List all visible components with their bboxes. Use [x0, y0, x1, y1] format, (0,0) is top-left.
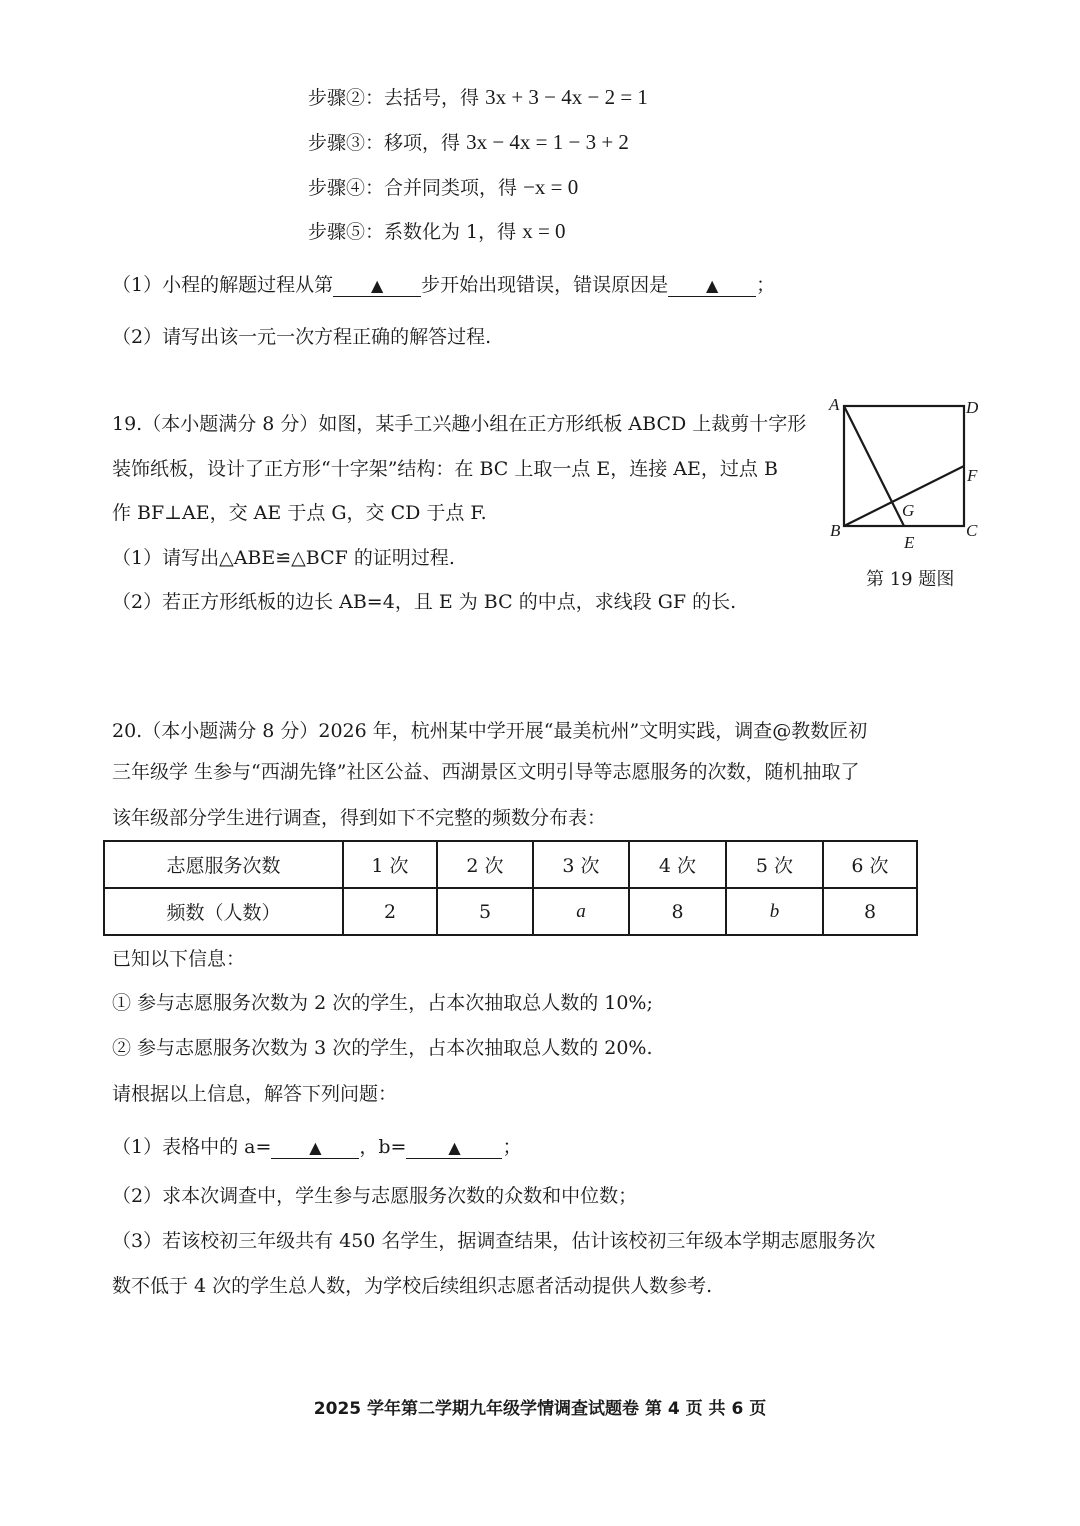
q20-sub1-prefix: （1）表格中的 a=: [112, 1136, 272, 1158]
q20-sub1-mid: ，b=: [359, 1136, 407, 1158]
q20-info1: ① 参与志愿服务次数为 2 次的学生，占本次抽取总人数的 10%;: [112, 992, 653, 1014]
blank-triangle-icon: ▲: [705, 276, 719, 295]
q18-sub1: [112, 272, 775, 298]
q18-reason-blank[interactable]: [668, 272, 756, 297]
a-blank[interactable]: [271, 1134, 359, 1159]
label-c: C: [966, 521, 978, 540]
q19-line1: 19.（本小题满分 8 分）如图，某手工兴趣小组在正方形纸板 ABCD 上裁剪十字形: [112, 413, 807, 435]
table-header-cell: 5 次: [726, 841, 823, 888]
table-cell: 2: [343, 888, 437, 935]
q19-line2: 装饰纸板，设计了正方形“十字架”结构：在 BC 上取一点 E，连接 AE，过点 B: [112, 458, 778, 480]
q20-sub2: （2）求本次调查中，学生参与志愿服务次数的众数和中位数；: [112, 1185, 638, 1207]
q20-sub1-suffix: ；: [502, 1136, 522, 1158]
q20-sub3-line2: 数不低于 4 次的学生总人数，为学校后续组织志愿者活动提供人数参考.: [112, 1275, 713, 1297]
q18-sub1-suffix: ；: [756, 274, 776, 296]
table-cell-variable: b: [726, 888, 823, 935]
q20-sub3-line1: （3）若该校初三年级共有 450 名学生，据调查结果，估计该校初三年级本学期志愿服务次: [112, 1230, 876, 1252]
q19-sub2: （2）若正方形纸板的边长 AB=4，且 E 为 BC 的中点，求线段 GF 的长.: [112, 591, 737, 613]
table-header-label: 志愿服务次数: [104, 841, 343, 888]
q18-sub2: （2）请写出该一元一次方程正确的解答过程.: [112, 326, 492, 348]
q20-ask: 请根据以上信息，解答下列问题：: [112, 1083, 398, 1105]
q18-step5: [308, 218, 566, 245]
label-d: D: [966, 398, 979, 417]
q18-step4-label: 步骤④：合并同类项，得: [308, 177, 518, 199]
q20-sub1: [112, 1134, 522, 1160]
label-g: G: [902, 501, 915, 520]
table-row-label: 频数（人数）: [104, 888, 343, 935]
q20-known: 已知以下信息：: [112, 948, 246, 970]
q18-step5-label: 步骤⑤：系数化为 1，得: [308, 221, 517, 243]
table-header-cell: 1 次: [343, 841, 437, 888]
table-row: [104, 841, 917, 888]
blank-triangle-icon: ▲: [309, 1138, 322, 1157]
table-cell: 8: [629, 888, 726, 935]
label-a: A: [829, 395, 840, 414]
table-cell: 8: [823, 888, 917, 935]
label-f: F: [967, 466, 978, 485]
q19-sub1: （1）请写出△ABE≌△BCF 的证明过程.: [112, 547, 455, 569]
segment-ae: [844, 406, 904, 526]
q18-sub1-prefix: （1）小程的解题过程从第: [112, 274, 334, 296]
b-blank[interactable]: [406, 1134, 502, 1159]
q18-step2-equation: 3x + 3 − 4x − 2 = 1: [485, 85, 648, 109]
q18-step3: [308, 129, 629, 156]
q20-line1: 20.（本小题满分 8 分）2026 年，杭州某中学开展“最美杭州”文明实践，调查@教数匠初: [112, 720, 868, 742]
table-header-cell: 4 次: [629, 841, 726, 888]
q18-step2: [308, 84, 648, 111]
page-footer: 2025 学年第二学期九年级学情调查试题卷 第 4 页 共 6 页: [313, 1399, 767, 1419]
table-cell: 5: [437, 888, 533, 935]
q18-step5-equation: x = 0: [522, 219, 566, 243]
label-b: B: [830, 521, 841, 540]
label-e: E: [904, 533, 915, 552]
q19-line3: 作 BF⊥AE，交 AE 于点 G，交 CD 于点 F.: [112, 502, 487, 524]
blank-triangle-icon: ▲: [448, 1138, 461, 1157]
table-header-cell: 3 次: [533, 841, 629, 888]
q18-step3-equation: 3x − 4x = 1 − 3 + 2: [466, 130, 629, 154]
table-header-cell: 2 次: [437, 841, 533, 888]
table-row: [104, 888, 917, 935]
q20-line3: 该年级部分学生进行调查，得到如下不完整的频数分布表：: [112, 807, 607, 829]
q19-figure: [820, 392, 990, 562]
table-cell-variable: a: [533, 888, 629, 935]
q18-step4: [308, 174, 578, 201]
q19-figure-caption: 第 19 题图: [866, 569, 955, 590]
q20-line2: 三年级学 生参与“西湖先锋”社区公益、西湖景区文明引导等志愿服务的次数，随机抽取了: [112, 761, 860, 783]
table-header-cell: 6 次: [823, 841, 917, 888]
q20-info2: ② 参与志愿服务次数为 3 次的学生，占本次抽取总人数的 20%.: [112, 1037, 653, 1059]
blank-triangle-icon: ▲: [370, 276, 384, 295]
q18-sub1-mid: 步开始出现错误，错误原因是: [421, 274, 669, 296]
q18-step4-equation: −x = 0: [523, 175, 579, 199]
q18-step-blank[interactable]: [333, 272, 421, 297]
q18-step2-label: 步骤②：去括号，得: [308, 87, 480, 109]
q18-step3-label: 步骤③：移项，得: [308, 132, 461, 154]
frequency-table: [103, 840, 918, 936]
